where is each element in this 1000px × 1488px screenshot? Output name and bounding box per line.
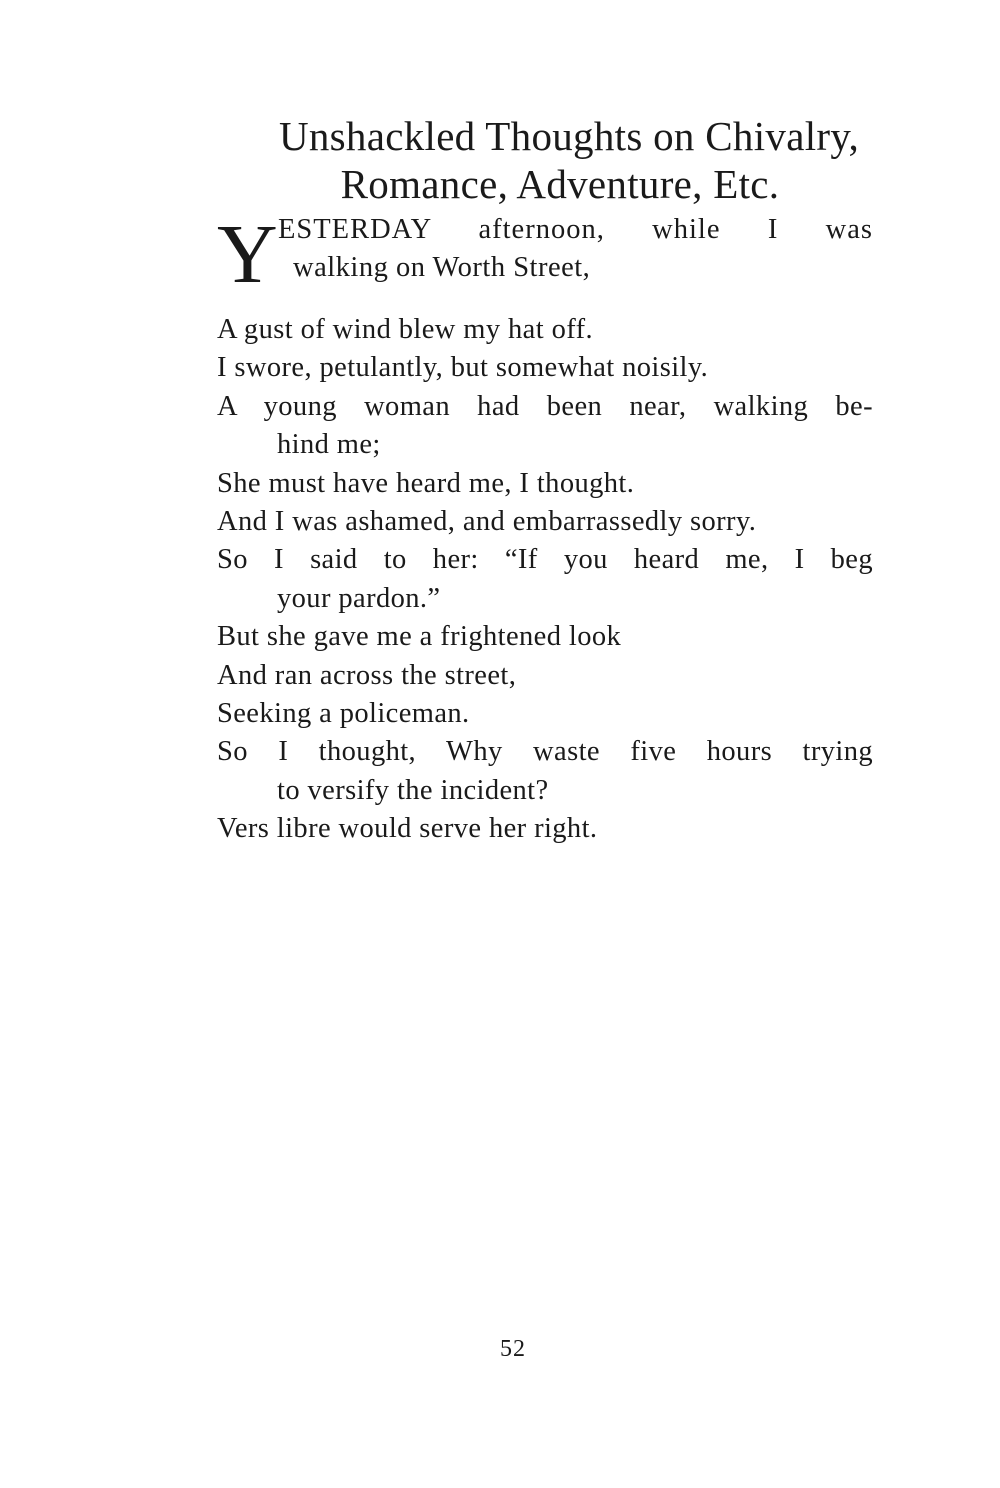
poem-line: But she gave me a frightened look — [217, 621, 622, 653]
poem-line-continued: your pardon.” — [277, 582, 441, 614]
poem-line-1: ESTERDAY afternoon, while I was — [278, 214, 873, 245]
poem-line-1-continued: walking on Worth Street, — [293, 252, 591, 283]
poem-line: So I thought, Why waste five hours trying — [217, 736, 873, 768]
poem-line: A gust of wind blew my hat off. — [217, 314, 594, 345]
poem-line: I swore, petulantly, but somewhat noisily. — [217, 352, 709, 384]
title-line-2: Romance, Adventure, Etc. — [340, 161, 780, 207]
poem-line: A young woman had been near, walking be- — [217, 390, 873, 422]
title-line-1: Unshackled Thoughts on Chivalry, — [278, 113, 860, 159]
poem-line: And I was ashamed, and embarrassedly sorry. — [217, 506, 757, 538]
poem-body — [217, 208, 873, 849]
drop-cap: Y — [217, 208, 278, 301]
poem-line: And ran across the street, — [217, 659, 517, 691]
poem-line-continued: to versify the incident? — [277, 774, 549, 806]
poem-line-continued: hind me; — [277, 429, 381, 461]
poem-opening — [217, 208, 873, 311]
page-number: 52 — [500, 1336, 526, 1362]
poem-line: She must have heard me, I thought. — [217, 467, 635, 499]
poem-line: So I said to her: “If you heard me, I beg — [217, 544, 873, 576]
poem-line: Vers libre would serve her right. — [217, 813, 598, 845]
poem-line: Seeking a policeman. — [217, 698, 470, 730]
poem-title — [200, 112, 920, 208]
